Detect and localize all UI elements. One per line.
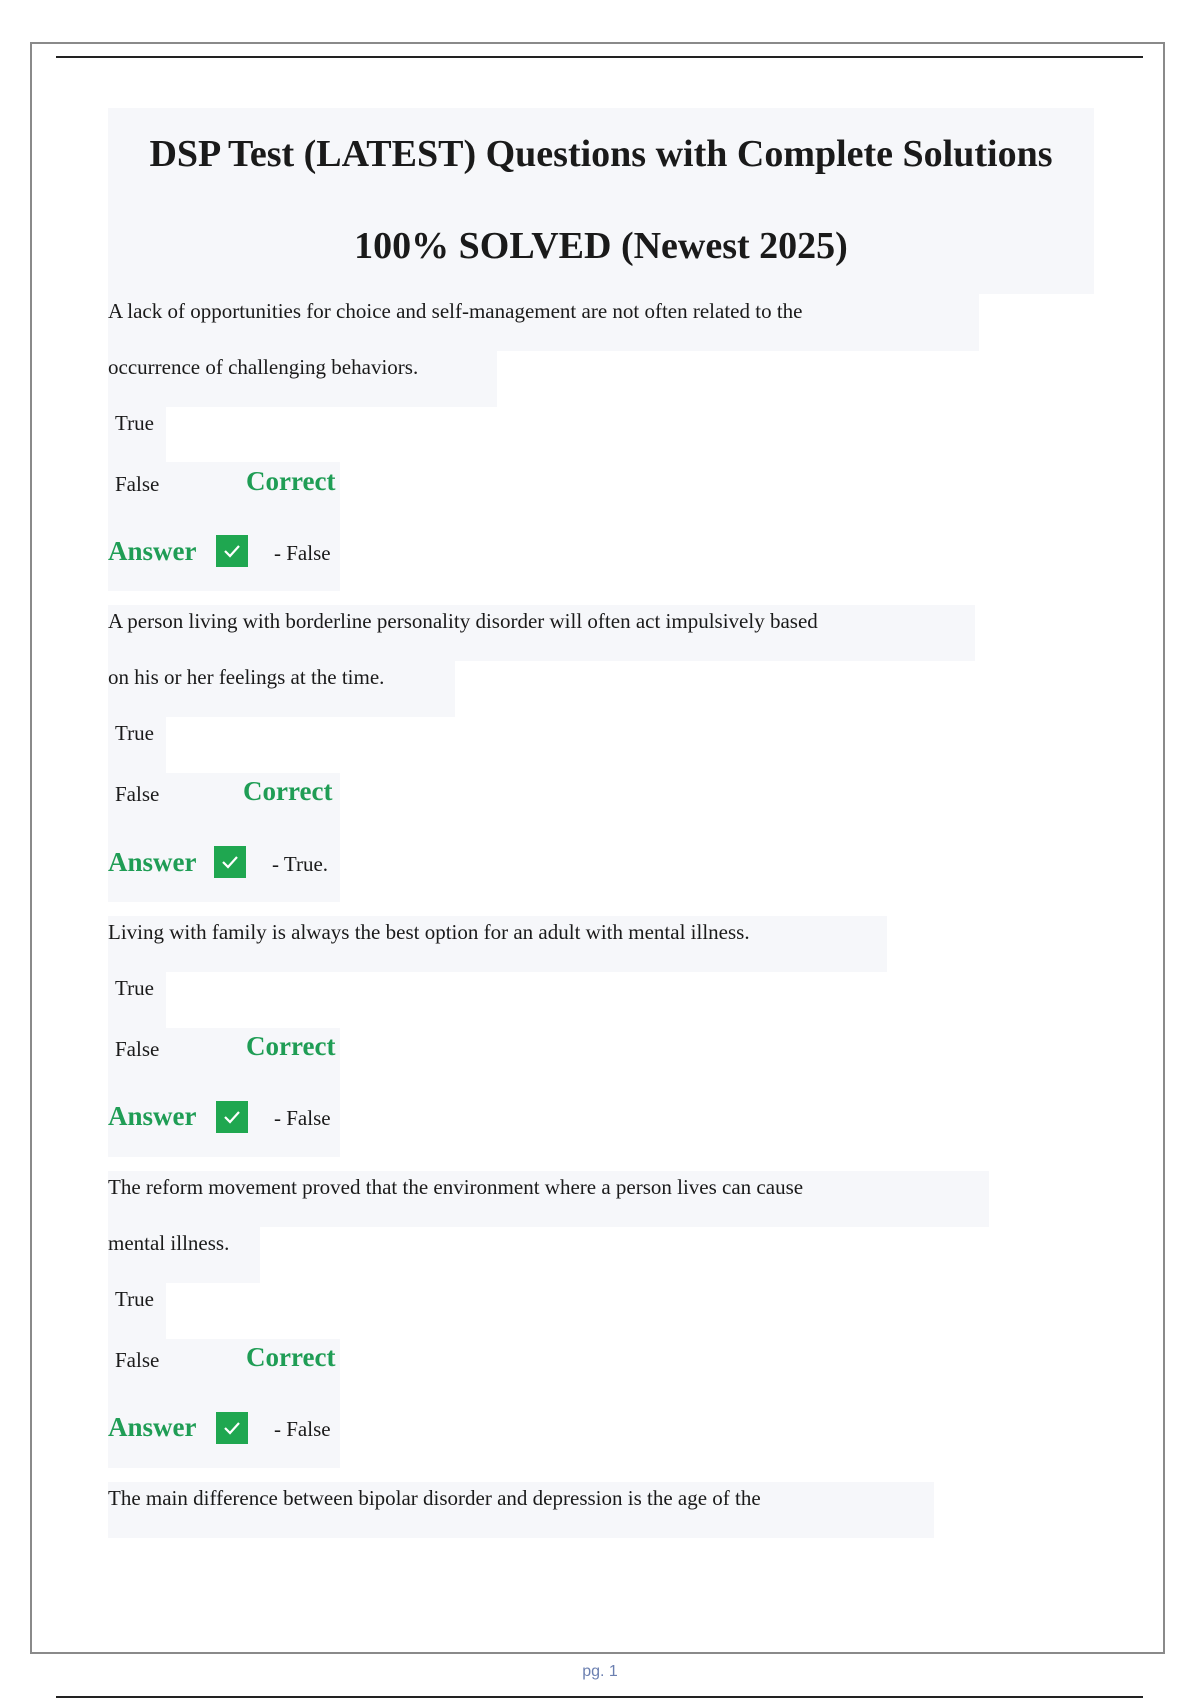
- question-text: Living with family is always the best option for an adult with mental illness.: [108, 920, 750, 944]
- bottom-rule: [56, 1696, 1143, 1698]
- option-false: False: [115, 782, 160, 806]
- option-true: True: [115, 976, 154, 1000]
- checkmark-icon: [216, 535, 248, 567]
- correct-label: Correct: [246, 1031, 336, 1061]
- answer-value: - False: [274, 541, 331, 565]
- option-false: False: [115, 1348, 160, 1372]
- option-true: True: [115, 1287, 154, 1311]
- question-text: on his or her feelings at the time.: [108, 665, 385, 689]
- question-text: mental illness.: [108, 1231, 230, 1255]
- answer-label: Answer: [108, 536, 197, 566]
- answer-value: - False: [274, 1106, 331, 1130]
- correct-label: Correct: [246, 1342, 336, 1372]
- option-true: True: [115, 721, 154, 745]
- document-title: [108, 108, 1094, 294]
- checkmark-icon: [216, 1412, 248, 1444]
- question-text: The reform movement proved that the environment where a person lives can cause: [108, 1175, 804, 1199]
- question-text: A person living with borderline personality disorder will often act impulsively based: [108, 609, 818, 633]
- option-false: False: [115, 472, 160, 496]
- option-false: False: [115, 1037, 160, 1061]
- question-text: occurrence of challenging behaviors.: [108, 355, 419, 379]
- answer-value: - True.: [272, 852, 329, 876]
- answer-label: Answer: [108, 1101, 197, 1131]
- checkmark-icon: [216, 1101, 248, 1133]
- question-text: The main difference between bipolar disorder and depression is the age of the: [108, 1486, 761, 1510]
- question-text: A lack of opportunities for choice and self-management are not often related to the: [108, 299, 803, 323]
- page-number: pg. 1: [582, 1663, 618, 1680]
- title-line-2: 100% SOLVED (Newest 2025): [354, 225, 848, 267]
- title-line-1: DSP Test (LATEST) Questions with Complete Solutions: [149, 133, 1053, 175]
- answer-value: - False: [274, 1417, 331, 1441]
- answer-label: Answer: [108, 847, 197, 877]
- option-true: True: [115, 411, 154, 435]
- correct-label: Correct: [243, 776, 333, 806]
- answer-label: Answer: [108, 1412, 197, 1442]
- correct-label: Correct: [246, 466, 336, 496]
- checkmark-icon: [214, 846, 246, 878]
